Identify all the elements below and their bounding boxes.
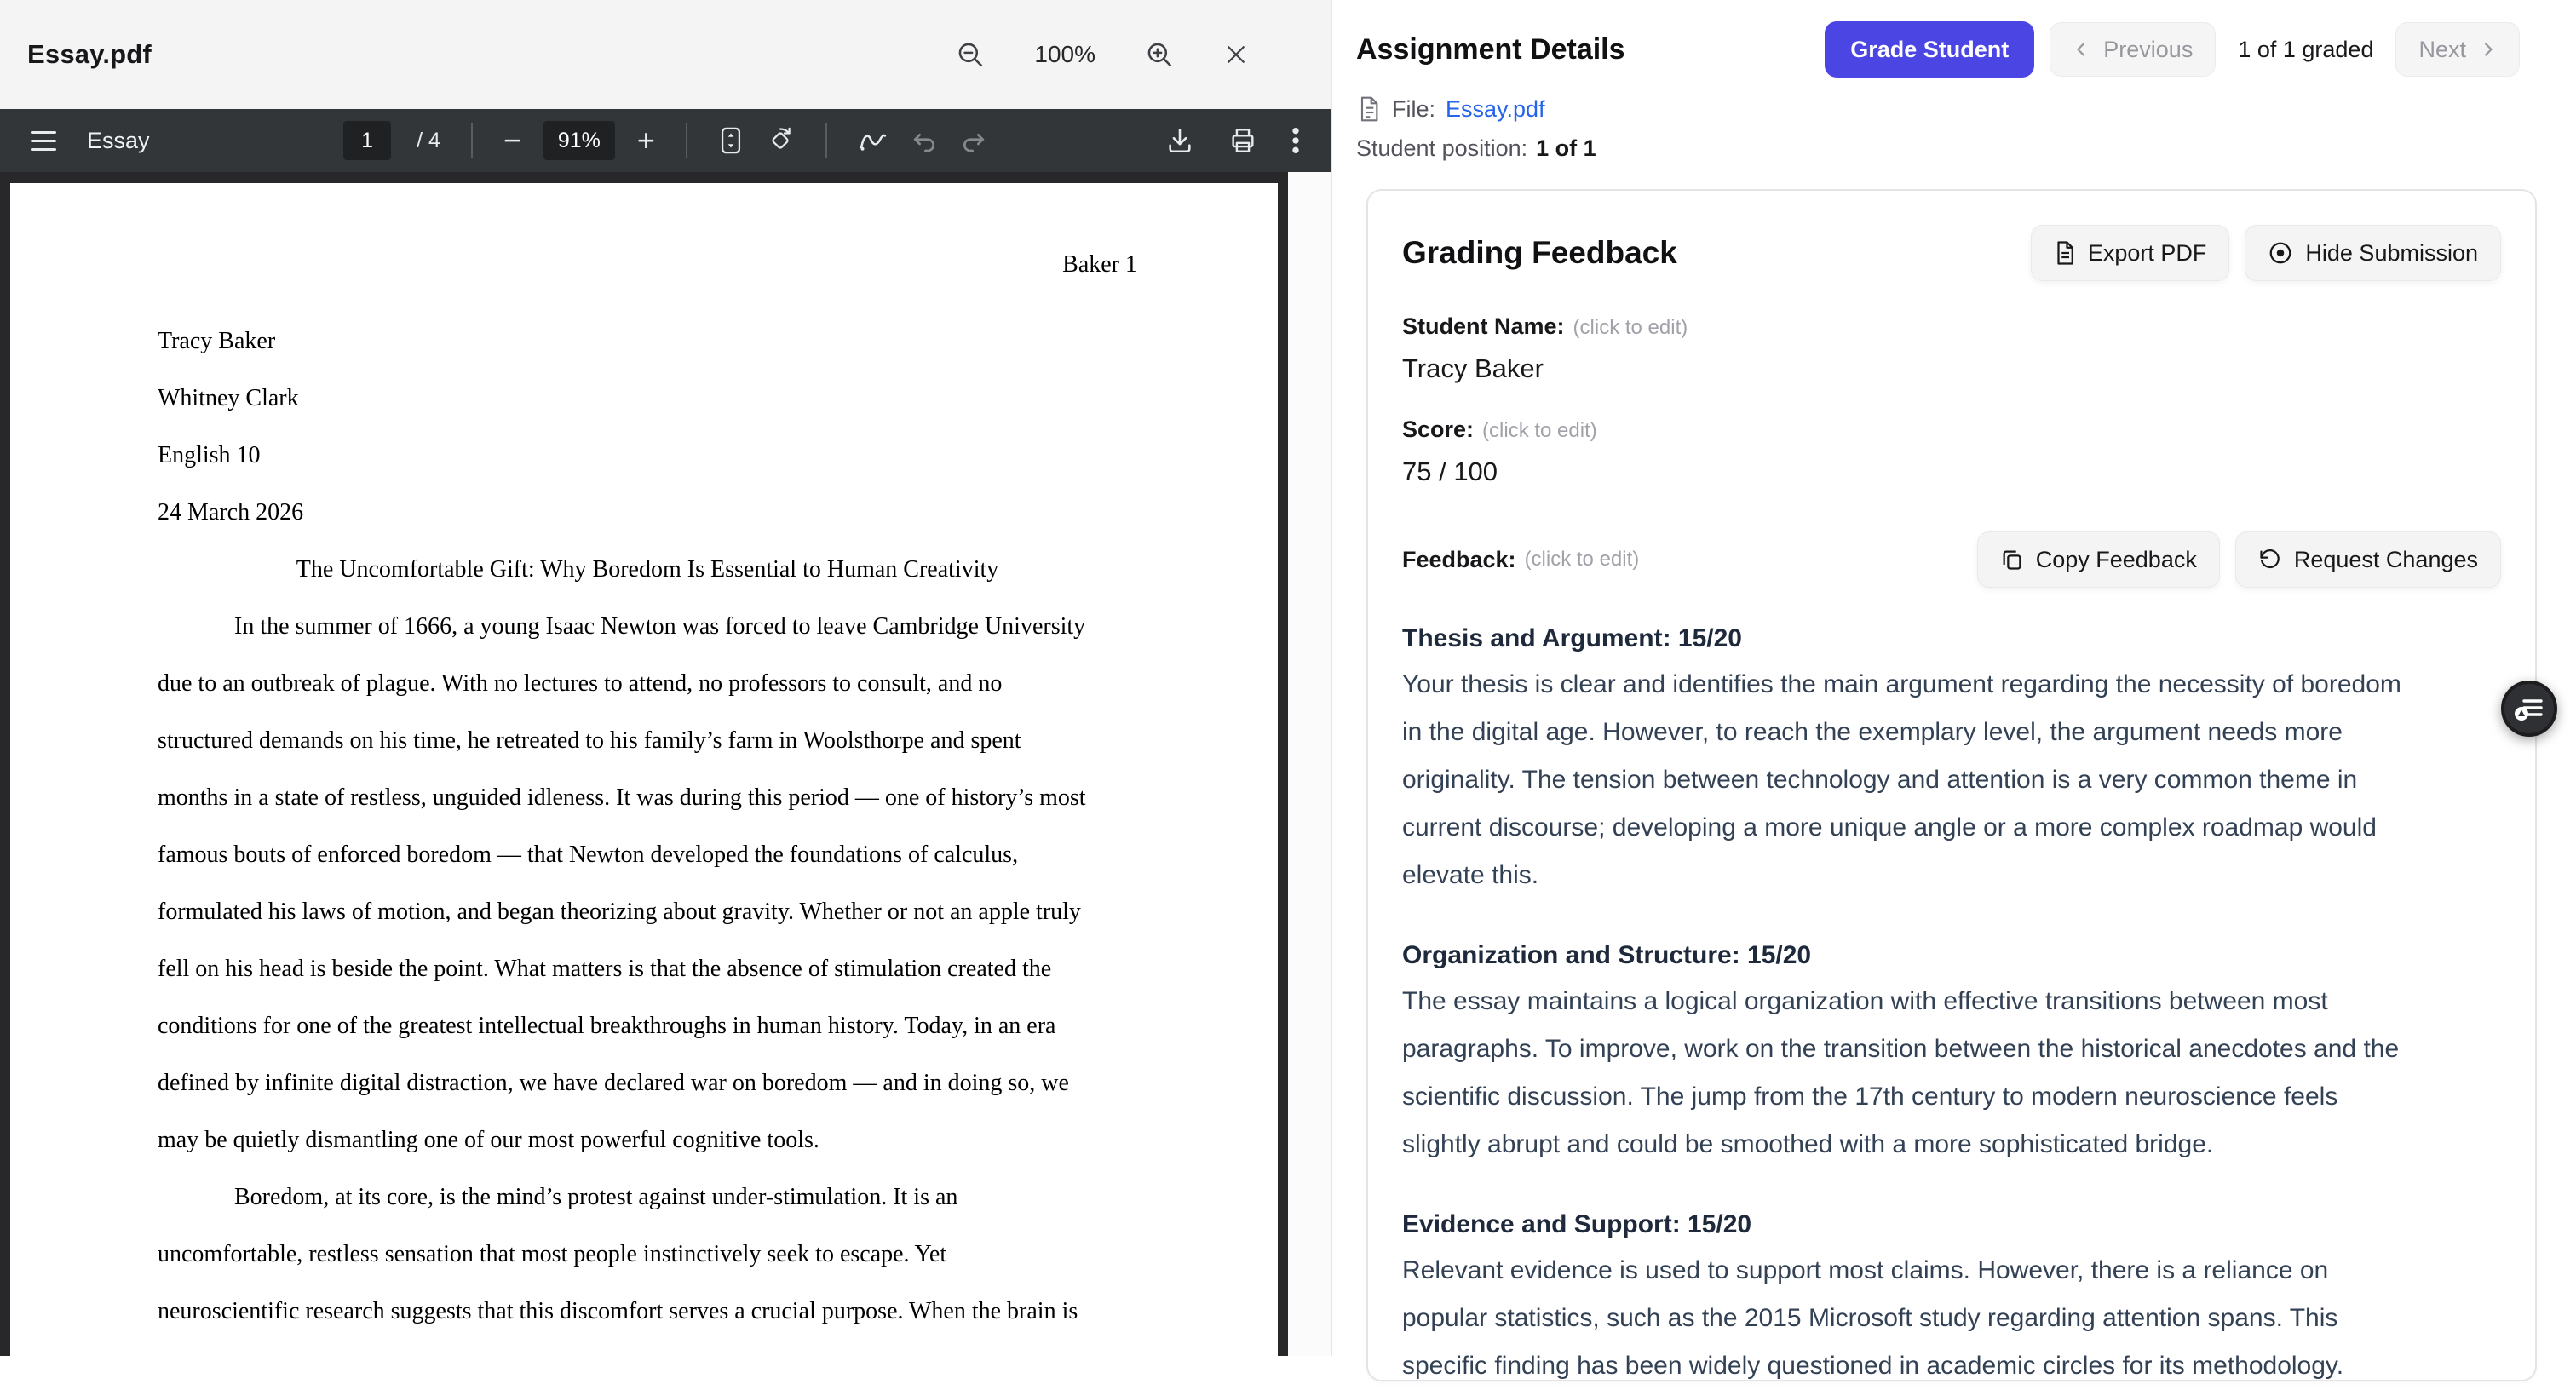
essay-line: Whitney Clark [158, 385, 299, 411]
essay-line: months in a state of restless, unguided idleness. It was during this period — one of history’s most [158, 784, 1086, 811]
annotate-button[interactable] [858, 126, 888, 155]
kebab-menu-icon [1291, 126, 1300, 155]
print-button[interactable] [1228, 126, 1257, 155]
grading-feedback-card [1366, 189, 2537, 1381]
card-title: Grading Feedback [1402, 235, 1677, 270]
student-name-edit-hint: (click to edit) [1573, 316, 1688, 339]
essay-page-number: Baker 1 [1062, 251, 1137, 278]
student-name-label[interactable]: Student Name: [1402, 313, 1565, 339]
essay-line: defined by infinite digital distraction, we have declared war on boredom — and in doing so, we [158, 1070, 1069, 1096]
score-edit-hint: (click to edit) [1482, 419, 1597, 442]
essay-line: uncomfortable, restless sensation that most people instinctively seek to escape. Yet [158, 1241, 947, 1267]
essay-line: In the summer of 1666, a young Isaac Newton was forced to leave Cambridge University [234, 613, 1086, 640]
zoom-increase-button[interactable]: + [636, 123, 655, 158]
next-label: Next [2418, 36, 2466, 62]
fit-page-icon [718, 126, 744, 155]
toolbar-separator [825, 123, 827, 158]
copy-feedback-label: Copy Feedback [2035, 546, 2197, 572]
feedback-line: specific finding has been widely questioned in academic circles for its methodology. [1402, 1352, 2344, 1380]
file-label: File: [1392, 95, 1436, 122]
essay-line: Boredom, at its core, is the mind’s protest against under-stimulation. It is an [234, 1184, 958, 1210]
viewer-zoom-level: 100% [1034, 41, 1095, 67]
feedback-section [1402, 1208, 2501, 1390]
export-pdf-button[interactable] [2031, 225, 2230, 281]
graded-count: 1 of 1 graded [2238, 36, 2374, 62]
page-total-label: / 4 [417, 128, 440, 152]
undo-icon [911, 127, 938, 154]
chevron-right-icon [2478, 40, 2497, 59]
zoom-in-button[interactable] [1145, 40, 1174, 69]
essay-line: famous bouts of enforced boredom — that Newton developed the foundations of calculus, [158, 841, 1019, 868]
zoom-out-icon [956, 40, 985, 69]
request-changes-label: Request Changes [2293, 546, 2478, 572]
feedback-section-heading: Organization and Structure: 15/20 [1402, 941, 1812, 969]
download-button[interactable] [1165, 126, 1194, 155]
hide-submission-button[interactable] [2245, 225, 2501, 281]
grade-student-label: Grade Student [1850, 36, 2010, 62]
rotate-ccw-icon [2258, 548, 2282, 572]
file-row [1356, 92, 2576, 126]
pdf-page [10, 183, 1278, 1356]
feedback-line: originality. The tension between technology and attention is a very common theme in [1402, 766, 2358, 794]
viewer-title: Essay.pdf [27, 39, 152, 69]
essay-line: may be quietly dismantling one of our most powerful cognitive tools. [158, 1127, 819, 1153]
zoom-in-icon [1145, 40, 1174, 69]
viewer-header [0, 0, 1331, 109]
fit-page-button[interactable] [718, 126, 744, 155]
pdf-toolbar [0, 109, 1331, 172]
zoom-out-button[interactable] [956, 40, 985, 69]
feedback-line: paragraphs. To improve, work on the transition between the historical anecdotes and the [1402, 1035, 2400, 1063]
feedback-edit-hint: (click to edit) [1524, 548, 1640, 571]
feedback-line: slightly abrupt and could be smoothed with a more sophisticated bridge. [1402, 1130, 2214, 1158]
feedback-line: popular statistics, such as the 2015 Microsoft study regarding attention spans. This [1402, 1304, 2338, 1332]
file-link[interactable]: Essay.pdf [1446, 95, 1545, 122]
toolbar-separator [686, 123, 687, 158]
download-icon [1165, 126, 1194, 155]
rotate-button[interactable] [766, 126, 795, 155]
draw-squiggle-icon [858, 126, 888, 155]
student-position-label: Student position: [1356, 135, 1528, 161]
toolbar-separator [471, 123, 473, 158]
student-position-value: 1 of 1 [1536, 135, 1596, 161]
export-pdf-label: Export PDF [2087, 239, 2207, 266]
essay-line: conditions for one of the greatest intellectual breakthroughs in human history. Today, in an era [158, 1013, 1056, 1039]
assignment-details-panel [1332, 0, 2576, 1380]
essay-line: Tracy Baker [158, 328, 276, 354]
feedback-section [1402, 939, 2501, 1169]
redo-icon [960, 127, 987, 154]
side-panel-toggle-button[interactable] [2501, 681, 2557, 737]
undo-button[interactable] [911, 127, 938, 154]
zoom-percent-input[interactable]: 91% [543, 121, 615, 160]
menu-icon[interactable] [31, 131, 56, 151]
rotate-icon [766, 126, 795, 155]
student-name-value[interactable]: Tracy Baker [1402, 353, 1544, 383]
feedback-section-body [1402, 661, 2501, 899]
page-number-input[interactable]: 1 [343, 121, 391, 160]
zoom-decrease-button[interactable]: − [503, 123, 521, 158]
feedback-line: Relevant evidence is used to support most claims. However, there is a reliance on [1402, 1256, 2329, 1284]
pdf-scrollbar-track[interactable] [1288, 172, 1331, 1356]
toolbar-doc-name: Essay [87, 127, 150, 153]
essay-line: fell on his head is beside the point. What matters is that the absence of stimulation created the [158, 956, 1052, 982]
feedback-line: in the digital age. However, to reach the exemplary level, the argument needs more [1402, 718, 2343, 746]
score-value[interactable]: 75 / 100 [1402, 457, 1498, 486]
student-position-row [1356, 133, 2576, 164]
feedback-section-heading: Thesis and Argument: 15/20 [1402, 624, 1742, 652]
feedback-line: current discourse; developing a more unique angle or a more complex roadmap would [1402, 813, 2377, 841]
essay-text [158, 313, 1137, 1340]
feedback-section-heading: Evidence and Support: 15/20 [1402, 1210, 1752, 1238]
more-options-button[interactable] [1291, 126, 1300, 155]
score-label[interactable]: Score: [1402, 416, 1475, 442]
feedback-section-body [1402, 1247, 2501, 1390]
file-icon [1356, 95, 1382, 123]
previous-label: Previous [2103, 36, 2194, 62]
feedback-sections [1402, 622, 2501, 1390]
print-icon [1228, 126, 1257, 155]
feedback-line: scientific discussion. The jump from the 17th century to modern neuroscience feels [1402, 1083, 2338, 1111]
next-button[interactable] [2395, 22, 2520, 77]
hide-submission-label: Hide Submission [2305, 239, 2478, 266]
essay-line: structured demands on his time, he retreated to his family’s farm in Woolsthorpe and spent [158, 727, 1021, 754]
copy-feedback-button[interactable] [1977, 531, 2220, 588]
eye-icon [2268, 240, 2293, 266]
essay-line: 24 March 2026 [158, 499, 304, 526]
grade-student-button[interactable] [1825, 21, 2034, 78]
document-icon [2054, 240, 2076, 266]
redo-button[interactable] [960, 127, 987, 154]
copy-icon [2000, 548, 2024, 572]
annotation-list-icon [2513, 694, 2545, 723]
previous-button[interactable] [2050, 22, 2216, 77]
request-changes-button[interactable] [2235, 531, 2501, 588]
essay-line: English 10 [158, 442, 261, 468]
essay-line: The Uncomfortable Gift: Why Boredom Is Essential to Human Creativity [296, 556, 999, 583]
chevron-left-icon [2073, 40, 2091, 59]
feedback-line: The essay maintains a logical organization with effective transitions between most [1402, 987, 2328, 1015]
essay-line: neuroscientific research suggests that this discomfort serves a crucial purpose. When the brain is [158, 1298, 1078, 1324]
feedback-section [1402, 622, 2501, 899]
feedback-line: elevate this. [1402, 861, 1539, 889]
close-viewer-button[interactable] [1223, 42, 1249, 67]
feedback-label[interactable]: Feedback: [1402, 546, 1516, 572]
essay-line: due to an outbreak of plague. With no lectures to attend, no professors to consult, and no [158, 670, 1003, 697]
feedback-section-body [1402, 978, 2501, 1169]
panel-title: Assignment Details [1356, 32, 1625, 66]
essay-line: formulated his laws of motion, and began theorizing about gravity. Whether or not an apple truly [158, 899, 1081, 925]
feedback-line: Your thesis is clear and identifies the main argument regarding the necessity of boredom [1402, 670, 2401, 698]
panel-header [1356, 20, 2576, 78]
close-icon [1223, 42, 1249, 67]
